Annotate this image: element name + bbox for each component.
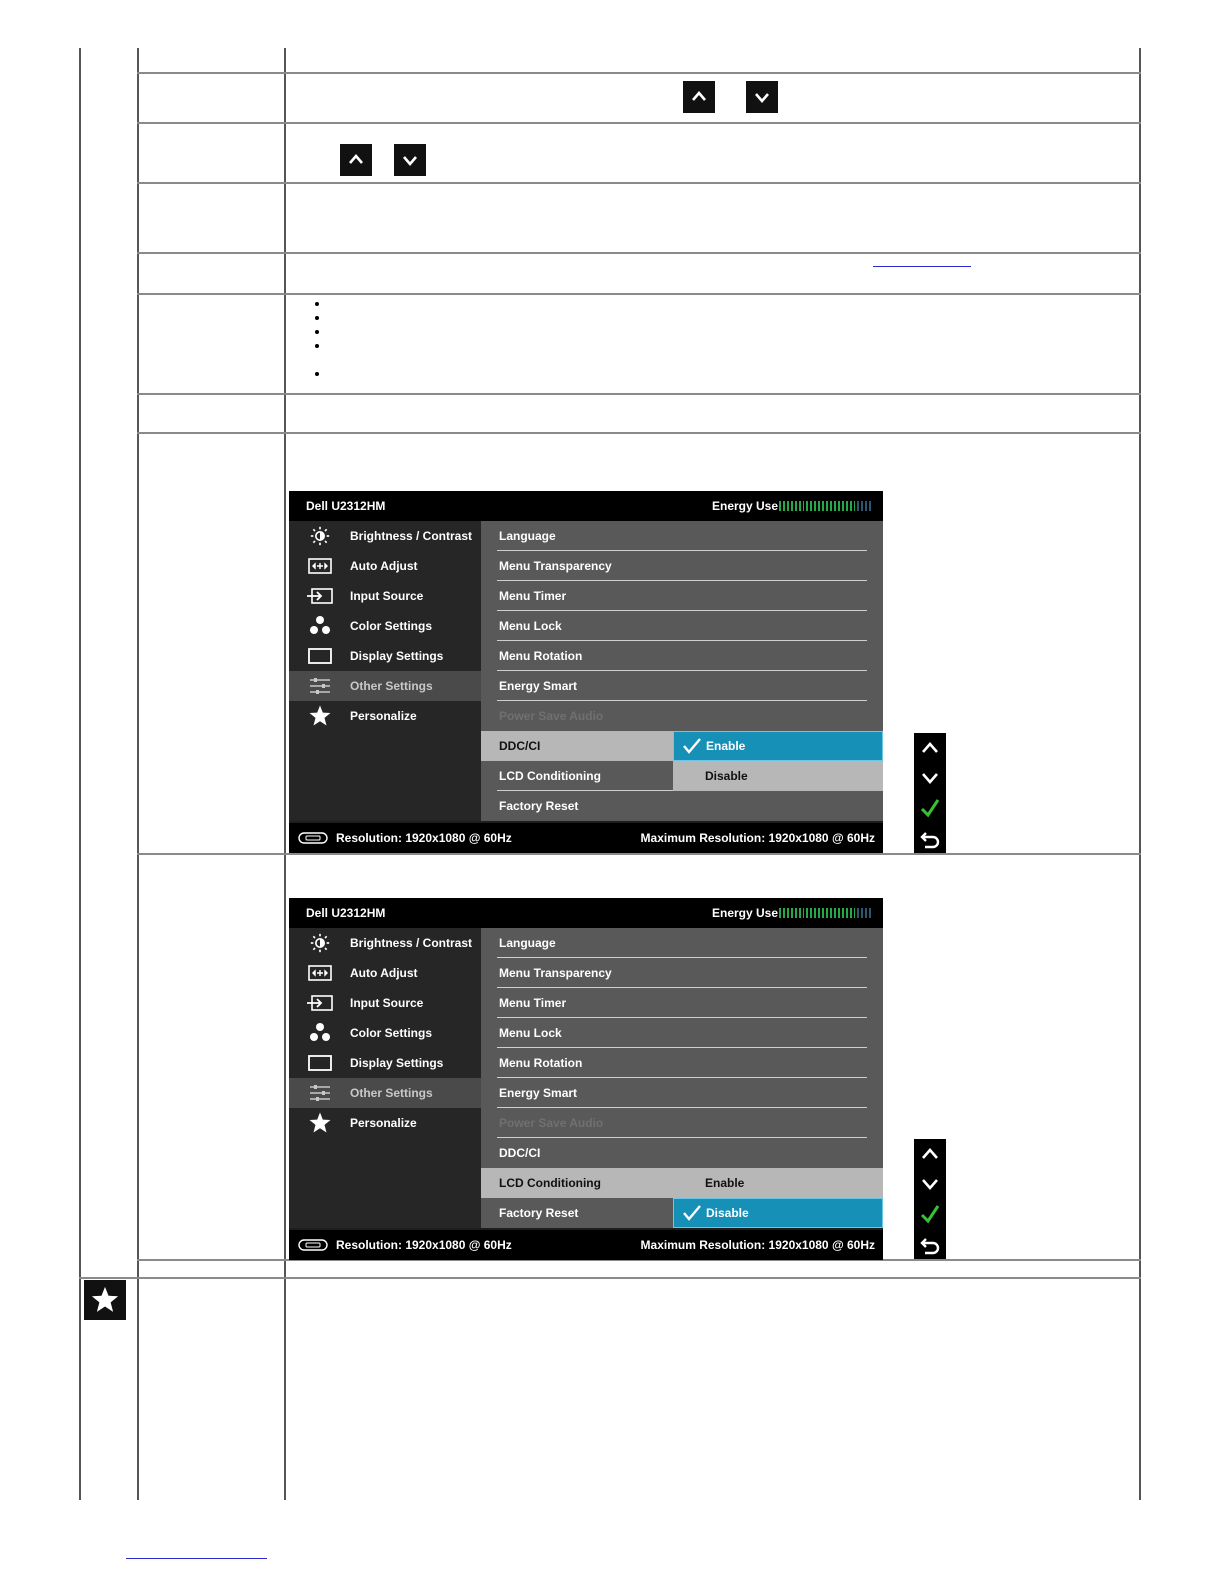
osd-option-label: Enable <box>706 739 746 753</box>
osd-submenu-item: Power Save Audio <box>497 1108 867 1138</box>
osd-option-selected <box>673 731 883 761</box>
osd-submenu-item: Menu Transparency <box>497 551 867 581</box>
osd-option-label: Disable <box>705 769 748 783</box>
osd-menu-item-label: Display Settings <box>350 649 444 663</box>
brightness-icon <box>306 526 334 546</box>
osd-option <box>673 1168 883 1198</box>
energy-meter-segment <box>834 501 836 511</box>
osd-submenu-item: Menu Transparency <box>497 958 867 988</box>
osd-menu-item <box>289 581 481 611</box>
table-col-divider-2 <box>284 48 286 1500</box>
osd-model-name: Dell U2312HM <box>306 906 386 920</box>
osd-submenu-item-highlighted: DDC/CI <box>481 731 673 761</box>
back-icon <box>919 1233 941 1255</box>
current-resolution: Resolution: 1920x1080 @ 60Hz <box>336 831 512 845</box>
osd-menu-item-label: Other Settings <box>350 679 433 693</box>
list-bullet <box>315 330 319 334</box>
osd-header <box>289 898 883 928</box>
row-divider <box>137 293 1141 295</box>
osd-submenu-item: Power Save Audio <box>499 709 604 723</box>
down-arrow-button <box>746 81 778 113</box>
monitor-connector-icon <box>298 832 328 844</box>
osd-option-label: Disable <box>706 1206 749 1220</box>
table-border-left <box>79 48 81 1500</box>
select-button <box>914 1199 946 1229</box>
current-resolution: Resolution: 1920x1080 @ 60Hz <box>336 1238 512 1252</box>
energy-meter-segment <box>846 908 848 918</box>
row-divider <box>137 122 1141 124</box>
brightness-icon <box>306 933 334 953</box>
energy-meter-segment <box>842 908 844 918</box>
osd-submenu-item: Menu Timer <box>497 988 867 1018</box>
osd-option <box>673 761 883 791</box>
row-divider <box>137 853 1141 855</box>
osd-model-name: Dell U2312HM <box>306 499 386 513</box>
monitor-connector-icon <box>298 1239 328 1251</box>
osd-submenu <box>481 521 883 821</box>
energy-meter-segment <box>869 908 871 918</box>
up-arrow-icon <box>919 1143 941 1165</box>
energy-meter-segment <box>818 501 820 511</box>
osd-menu-item-label: Other Settings <box>350 1086 433 1100</box>
up-arrow-icon <box>689 87 709 107</box>
osd-submenu-item: Factory Reset <box>499 799 579 813</box>
energy-meter-segment <box>814 908 816 918</box>
display-settings-icon <box>306 1053 334 1073</box>
osd-menu-item-label: Auto Adjust <box>350 966 418 980</box>
energy-use-label: Energy Use <box>712 906 779 920</box>
energy-meter-segment <box>783 908 785 918</box>
energy-meter-segment <box>846 501 848 511</box>
energy-meter-segment <box>803 908 805 918</box>
osd-menu-item-label: Display Settings <box>350 1056 444 1070</box>
osd-submenu-item: Energy Smart <box>497 671 867 701</box>
osd-submenu-item: Factory Reset <box>499 1206 579 1220</box>
osd-menu-item <box>289 1078 481 1108</box>
energy-meter-segment <box>803 501 805 511</box>
osd-menu-item-label: Color Settings <box>350 619 433 633</box>
list-bullet <box>315 372 319 376</box>
energy-meter-segment <box>861 501 863 511</box>
energy-meter-segment <box>830 501 832 511</box>
osd-screenshot <box>289 491 883 853</box>
osd-menu-item-label: Input Source <box>350 996 424 1010</box>
color-settings-icon <box>306 1023 334 1043</box>
osd-side-buttons <box>914 1139 946 1259</box>
energy-meter-segment <box>854 908 856 918</box>
osd-menu-item-label: Brightness / Contrast <box>350 529 473 543</box>
row-divider <box>137 252 1141 254</box>
list-bullet <box>315 344 319 348</box>
energy-meter-segment <box>810 501 812 511</box>
osd-menu-item <box>289 701 481 731</box>
osd-menu-item <box>289 521 481 551</box>
row-divider <box>137 72 1141 74</box>
osd-submenu-item: Menu Lock <box>497 1018 867 1048</box>
energy-meter-segment <box>818 908 820 918</box>
osd-submenu-item-highlighted: LCD Conditioning <box>481 1168 673 1198</box>
osd-menu-item <box>289 551 481 581</box>
energy-meter-segment <box>842 501 844 511</box>
osd-menu-item-label: Color Settings <box>350 1026 433 1040</box>
osd-submenu-item: Energy Smart <box>497 1078 867 1108</box>
display-settings-icon <box>306 646 334 666</box>
check-icon <box>919 1203 941 1225</box>
energy-meter-segment <box>795 501 797 511</box>
osd-submenu-item: Menu Lock <box>497 611 867 641</box>
energy-meter-segment <box>799 501 801 511</box>
other-settings-icon <box>306 676 334 696</box>
energy-meter-segment <box>865 501 867 511</box>
osd-option-label: Enable <box>705 1176 745 1190</box>
osd-menu-item <box>289 1048 481 1078</box>
section-divider <box>79 1277 1141 1279</box>
up-arrow-icon <box>346 150 366 170</box>
up-arrow-button <box>683 81 715 113</box>
osd-menu-item <box>289 1108 481 1138</box>
energy-meter-segment <box>850 908 852 918</box>
energy-meter-segment <box>779 501 781 511</box>
select-button <box>914 793 946 823</box>
energy-meter-segment <box>787 908 789 918</box>
down-arrow-icon <box>752 87 772 107</box>
down-button <box>914 1169 946 1199</box>
check-icon <box>682 1205 702 1221</box>
energy-meter-segment <box>854 501 856 511</box>
energy-meter-segment <box>838 501 840 511</box>
osd-menu-item <box>289 611 481 641</box>
osd-submenu-item: Language <box>497 521 867 551</box>
up-arrow-button <box>340 144 372 176</box>
osd-menu-item-label: Personalize <box>350 709 417 723</box>
osd-menu-item <box>289 641 481 671</box>
energy-meter-segment <box>783 501 785 511</box>
osd-submenu-item: Menu Timer <box>497 581 867 611</box>
osd-submenu <box>481 928 883 1228</box>
down-arrow-icon <box>400 150 420 170</box>
energy-use-meter <box>779 501 871 511</box>
star-icon <box>90 1285 120 1315</box>
energy-use-meter <box>779 908 871 918</box>
energy-meter-segment <box>799 908 801 918</box>
osd-header <box>289 491 883 521</box>
energy-meter-segment <box>795 908 797 918</box>
energy-meter-segment <box>806 501 808 511</box>
energy-meter-segment <box>810 908 812 918</box>
inline-link[interactable] <box>873 266 971 267</box>
osd-menu-item-label: Auto Adjust <box>350 559 418 573</box>
table-col-divider-1 <box>137 48 139 1500</box>
energy-meter-segment <box>850 501 852 511</box>
row-divider <box>137 432 1141 434</box>
energy-meter-segment <box>857 501 859 511</box>
osd-menu-item-label: Brightness / Contrast <box>350 936 473 950</box>
list-bullet <box>315 302 319 306</box>
back-button <box>914 1229 946 1259</box>
energy-meter-segment <box>814 501 816 511</box>
osd-menu-item-label: Personalize <box>350 1116 417 1130</box>
up-button <box>914 1139 946 1169</box>
maximum-resolution: Maximum Resolution: 1920x1080 @ 60Hz <box>640 831 875 845</box>
footer-link[interactable] <box>126 1558 267 1559</box>
down-arrow-button <box>394 144 426 176</box>
energy-meter-segment <box>779 908 781 918</box>
auto-adjust-icon <box>306 556 334 576</box>
osd-submenu-item: DDC/CI <box>499 1146 541 1160</box>
energy-meter-segment <box>830 908 832 918</box>
energy-meter-segment <box>869 501 871 511</box>
osd-side-buttons <box>914 733 946 853</box>
energy-meter-segment <box>806 908 808 918</box>
energy-meter-segment <box>826 908 828 918</box>
energy-meter-segment <box>865 908 867 918</box>
osd-submenu-item: LCD Conditioning <box>497 761 867 791</box>
personalize-section-icon <box>84 1280 126 1320</box>
osd-submenu-item: Menu Rotation <box>497 1048 867 1078</box>
osd-option-selected <box>673 1198 883 1228</box>
energy-meter-segment <box>857 908 859 918</box>
osd-screenshot <box>289 898 883 1260</box>
star-icon <box>306 706 334 726</box>
down-button <box>914 763 946 793</box>
list-bullet <box>315 316 319 320</box>
energy-meter-segment <box>791 908 793 918</box>
up-button <box>914 733 946 763</box>
other-settings-icon <box>306 1083 334 1103</box>
osd-main-menu <box>289 521 481 821</box>
osd-menu-item <box>289 671 481 701</box>
osd-submenu-item: Language <box>497 928 867 958</box>
osd-menu-item <box>289 988 481 1018</box>
back-icon <box>919 827 941 849</box>
energy-meter-segment <box>826 501 828 511</box>
row-divider <box>137 182 1141 184</box>
check-icon <box>919 797 941 819</box>
energy-meter-segment <box>834 908 836 918</box>
input-source-icon <box>306 993 334 1013</box>
energy-meter-segment <box>787 501 789 511</box>
osd-menu-item <box>289 958 481 988</box>
energy-use-label: Energy Use <box>712 499 779 513</box>
osd-footer <box>289 1230 883 1260</box>
table-border-right <box>1139 48 1141 1500</box>
energy-meter-segment <box>791 501 793 511</box>
osd-menu-item-label: Input Source <box>350 589 424 603</box>
row-divider <box>137 393 1141 395</box>
auto-adjust-icon <box>306 963 334 983</box>
input-source-icon <box>306 586 334 606</box>
energy-meter-segment <box>822 908 824 918</box>
color-settings-icon <box>306 616 334 636</box>
osd-menu-item <box>289 928 481 958</box>
up-arrow-icon <box>919 737 941 759</box>
maximum-resolution: Maximum Resolution: 1920x1080 @ 60Hz <box>640 1238 875 1252</box>
down-arrow-icon <box>919 767 941 789</box>
down-arrow-icon <box>919 1173 941 1195</box>
energy-meter-segment <box>861 908 863 918</box>
back-button <box>914 823 946 853</box>
energy-meter-segment <box>838 908 840 918</box>
osd-submenu-item: Menu Rotation <box>497 641 867 671</box>
osd-menu-item <box>289 1018 481 1048</box>
check-icon <box>682 738 702 754</box>
star-icon <box>306 1113 334 1133</box>
osd-main-menu <box>289 928 481 1228</box>
osd-footer <box>289 823 883 853</box>
energy-meter-segment <box>822 501 824 511</box>
